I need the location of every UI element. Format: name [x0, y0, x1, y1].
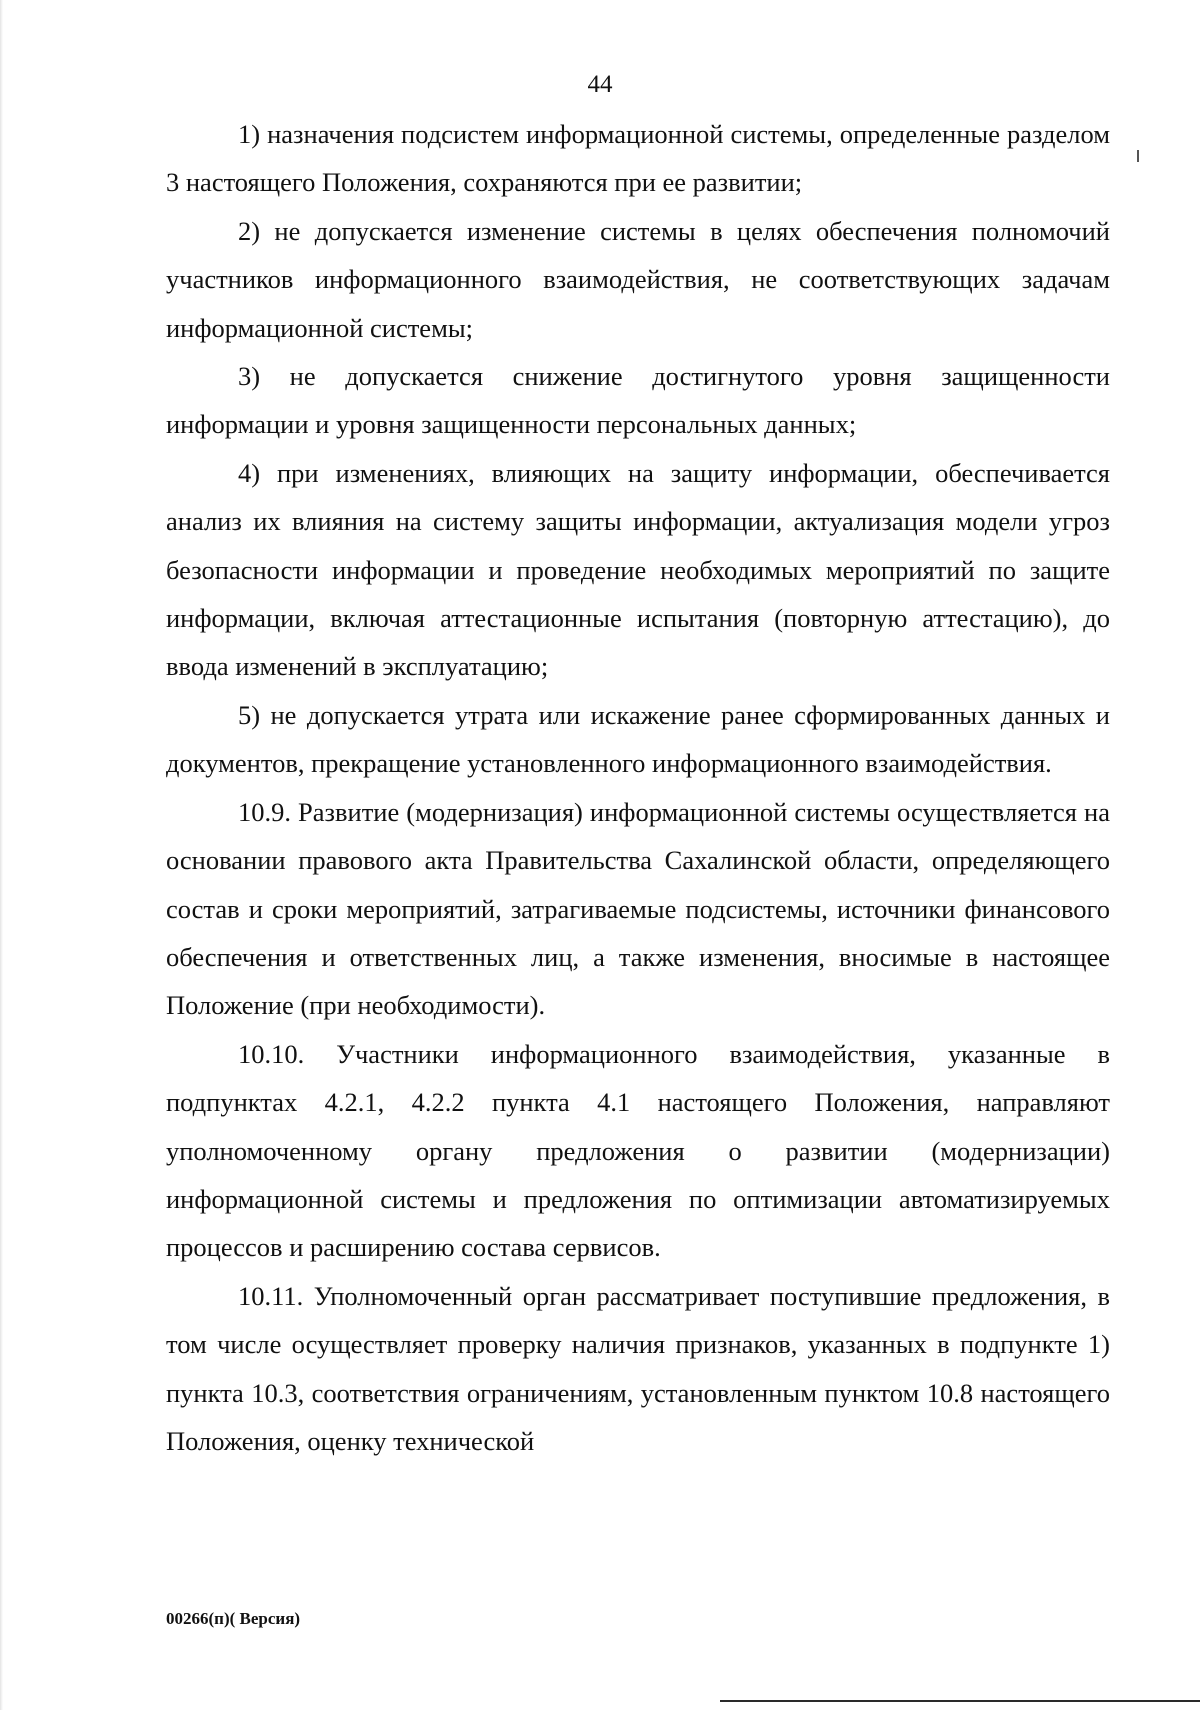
footer-rule	[720, 1700, 1200, 1702]
paragraph-item-1: 1) назначения подсистем информационной системы, определенные разделом 3 настоящего Положения, сохраняются при ее развитии;	[166, 119, 1110, 198]
document-code: 00266(п)( Версия)	[166, 1609, 301, 1628]
scan-mark	[1137, 150, 1139, 162]
paragraph-item-3: 3) не допускается снижение достигнутого уровня защищенности информации и уровня защищенности персональных данных;	[166, 361, 1110, 440]
paragraph-item-4: 4) при изменениях, влияющих на защиту информации, обеспечивается анализ их влияния на систему защиты информации, актуализация модели угроз безопасности информации и проведение необходимых мероприятий по защите информации, включая аттестационные испытания (повторную аттестацию), до ввода изменений в эксплуатацию;	[166, 457, 1110, 682]
paragraph-item-2: 2) не допускается изменение системы в целях обеспечения полномочий участников информационного взаимодействия, не соответствующих задачам информационной системы;	[166, 215, 1110, 343]
scan-edge	[0, 0, 3, 1710]
paragraph-10-10: 10.10. Участники информационного взаимодействия, указанные в подпунктах 4.2.1, 4.2.2 пункта 4.1 настоящего Положения, направляют уполномоченному органу предложения о развитии (модернизации) информационной системы и предложения по оптимизации автоматизируемых процессов и расширению состава сервисов.	[166, 1038, 1110, 1263]
document-body	[166, 110, 1110, 1465]
page-number: 44	[587, 71, 613, 98]
paragraph-10-11: 10.11. Уполномоченный орган рассматривает поступившие предложения, в том числе осуществляет проверку наличия признаков, указанных в подпункте 1) пункта 10.3, соответствия ограничениям, установленным пунктом 10.8 настоящего Положения, оценку технической	[166, 1280, 1110, 1456]
paragraph-item-5: 5) не допускается утрата или искажение ранее сформированных данных и документов, прекращение установленного информационного взаимодействия.	[166, 699, 1110, 779]
paragraph-10-9: 10.9. Развитие (модернизация) информационной системы осуществляется на основании правового акта Правительства Сахалинской области, определяющего состав и сроки мероприятий, затрагиваемые подсистемы, источники финансового обеспечения и ответственных лиц, а также изменения, вносимые в настоящее Положение (при необходимости).	[166, 796, 1110, 1021]
